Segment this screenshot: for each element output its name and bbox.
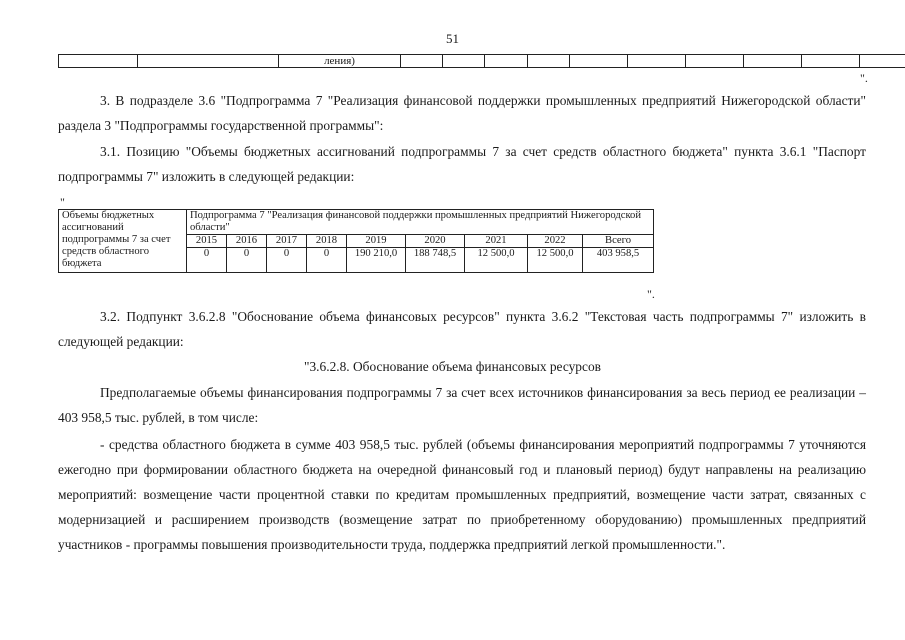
paragraph-3: 3. В подразделе 3.6 "Подпрограмма 7 "Реализация финансовой поддержки промышленных предприятий Нижегородской области" раздела 3 "Подпрограммы государственной программы": <box>58 93 866 133</box>
table-header: Подпрограмма 7 "Реализация финансовой поддержки промышленных предприятий Нижегородской области" <box>187 210 654 235</box>
closing-quote: ". <box>647 287 655 301</box>
value-cell: 190 210,0 <box>347 248 406 273</box>
value-cell: 12 500,0 <box>528 248 583 273</box>
value-cell: 188 748,5 <box>406 248 465 273</box>
year-cell: 2021 <box>465 235 528 248</box>
budget-table <box>58 209 654 273</box>
value-cell: 0 <box>307 248 347 273</box>
paragraph-regional-budget: - средства областного бюджета в сумме 403 958,5 тыс. рублей (объемы финансирования мероприятий подпрограммы 7 уточняются ежегодно при формировании областного бюджета на очередной финансовый год и плановый период) будут направлены на реализацию мероприятий: возмещение части процентной ставки по кредитам промышленных предприятий, возмещение части затрат, связанных с модернизацией и расширением производств (возмещение затрат по приобретенному оборудованию) промышленных предприятий участников - программы повышения производительности труда, поддержка предприятий легкой промышленности.". <box>58 437 866 552</box>
paragraph-funding: Предполагаемые объемы финансирования подпрограммы 7 за счет всех источников финансирования за весь период ее реализации – 403 958,5 тыс. рублей, в том числе: <box>58 385 866 425</box>
table-row <box>59 55 905 68</box>
paragraph-3-1: 3.1. Позицию "Объемы бюджетных ассигнований подпрограммы 7 за счет средств областного бюджета" пункта 3.6.1 "Паспорт подпрограммы 7" изложить в следующей редакции: <box>58 144 866 184</box>
section-heading: "3.6.2.8. Обоснование объема финансовых ресурсов <box>304 359 601 374</box>
year-cell: 2022 <box>528 235 583 248</box>
page-number: 51 <box>446 31 459 46</box>
value-cell: 0 <box>227 248 267 273</box>
opening-quote: " <box>60 195 65 209</box>
row-label: Объемы бюджетных ассигнований подпрограммы 7 за счет средств областного бюджета <box>59 210 187 273</box>
closing-quote: ". <box>860 71 868 85</box>
year-cell: 2017 <box>267 235 307 248</box>
value-cell: 12 500,0 <box>465 248 528 273</box>
table-cell: ления) <box>279 55 401 68</box>
value-cell: 0 <box>187 248 227 273</box>
paragraph-3-2: 3.2. Подпункт 3.6.2.8 "Обоснование объема финансовых ресурсов" пункта 3.6.2 "Текстовая часть подпрограммы 7" изложить в следующей редакции: <box>58 309 866 349</box>
year-cell: 2020 <box>406 235 465 248</box>
continued-table-fragment <box>58 54 905 68</box>
total-value-cell: 403 958,5 <box>583 248 654 273</box>
year-cell: 2015 <box>187 235 227 248</box>
total-header-cell: Всего <box>583 235 654 248</box>
table-row <box>59 210 654 235</box>
year-cell: 2016 <box>227 235 267 248</box>
year-cell: 2018 <box>307 235 347 248</box>
value-cell: 0 <box>267 248 307 273</box>
year-cell: 2019 <box>347 235 406 248</box>
